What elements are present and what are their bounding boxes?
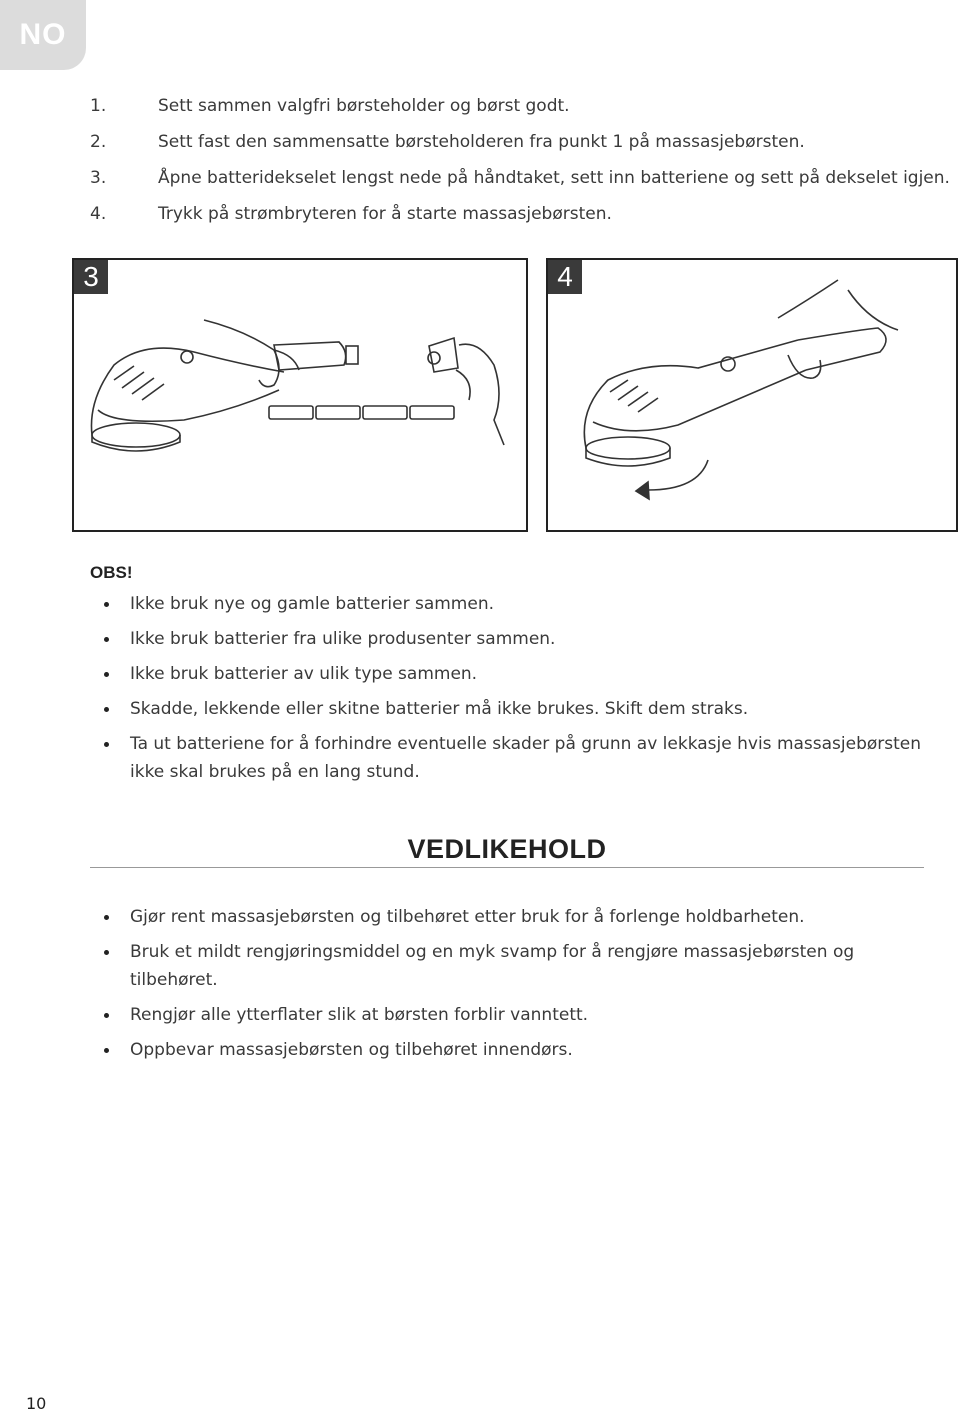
figure-power-on: [546, 258, 958, 532]
language-code: NO: [19, 18, 67, 51]
page-number: 10: [26, 1394, 47, 1413]
step-item: 2. Sett fast den sammensatte børsteholderen fra punkt 1 på massasjebørsten.: [90, 132, 805, 152]
list-item: Oppbevar massasjebørsten og tilbehøret innendørs.: [104, 1036, 934, 1064]
list-item: Ikke bruk batterier fra ulike produsenter sammen.: [104, 625, 934, 653]
maintenance-list: [104, 903, 934, 1071]
obs-heading: OBS!: [90, 563, 133, 582]
list-item: Skadde, lekkende eller skitne batterier må ikke brukes. Skift dem straks.: [104, 695, 934, 723]
list-item: Ikke bruk batterier av ulik type sammen.: [104, 660, 934, 688]
section-divider: [90, 867, 924, 868]
figure-label: 4: [548, 260, 582, 294]
step-item: 4. Trykk på strømbryteren for å starte massasjebørsten.: [90, 204, 612, 224]
step-item: 3. Åpne batteridekselet lengst nede på håndtaket, sett inn batteriene og sett på dekselet igjen.: [90, 168, 950, 188]
obs-list: [104, 590, 934, 793]
power-on-illustration: [548, 260, 956, 530]
list-item: Ta ut batteriene for å forhindre eventuelle skader på grunn av lekkasje hvis massasjebørsten ikke skal brukes på en lang stund.: [104, 730, 934, 786]
figure-label: 3: [74, 260, 108, 294]
list-item: Ikke bruk nye og gamle batterier sammen.: [104, 590, 934, 618]
step-item: 1. Sett sammen valgfri børsteholder og børst godt.: [90, 96, 570, 116]
instruction-steps: [90, 96, 950, 240]
battery-insertion-illustration: [74, 260, 526, 530]
figure-battery-insertion: [72, 258, 528, 532]
list-item: Gjør rent massasjebørsten og tilbehøret etter bruk for å forlenge holdbarheten.: [104, 903, 934, 931]
language-tab: [0, 0, 86, 70]
maintenance-heading: VEDLIKEHOLD: [407, 834, 607, 864]
list-item: Rengjør alle ytterflater slik at børsten forblir vanntett.: [104, 1001, 934, 1029]
list-item: Bruk et mildt rengjøringsmiddel og en myk svamp for å rengjøre massasjebørsten og tilbehøret.: [104, 938, 934, 994]
